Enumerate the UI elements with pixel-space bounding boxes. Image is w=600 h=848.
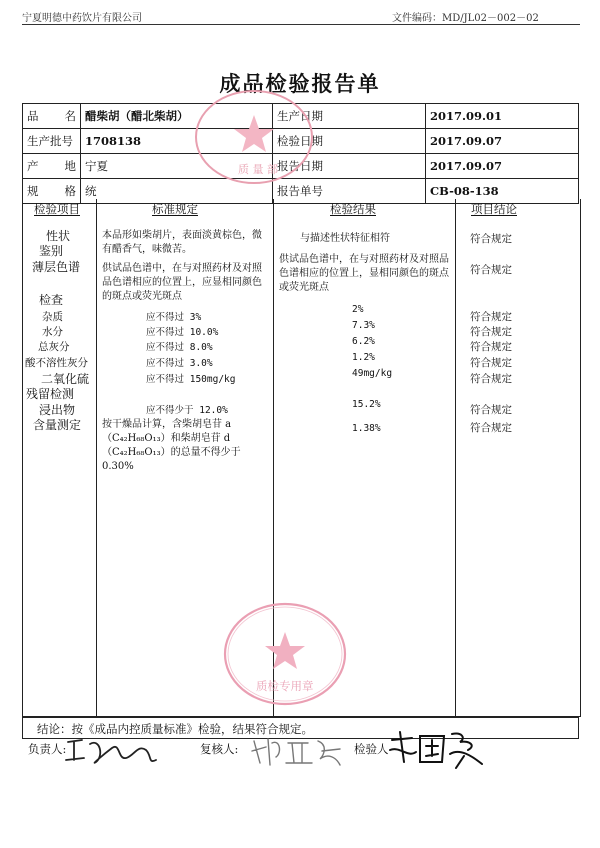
con-ash: 符合规定 [470,341,512,353]
qc-seal-stamp [220,600,350,708]
col-head-result: 检验结果 [330,202,376,216]
origin-value: 宁夏 [81,154,273,179]
std-tlc: 供试品色谱中，在与对照药材及对照品色谱相应的位置上，应显相同颜色的斑点或荧光斑点 [102,263,262,302]
responsible-signature [60,730,180,770]
con-so2: 符合规定 [470,373,512,385]
document-number: 文件编码：MD/JL02－002－02 [392,13,539,24]
spec-label: 规 格 [23,179,81,204]
report-no-label: 报告单号 [273,179,426,204]
item-so2-b: 残留检测 [26,387,75,401]
con-tlc: 符合规定 [470,264,512,276]
std-acid-ash: 应不得过 3.0% [146,358,213,369]
report-date-label: 报告日期 [273,154,426,179]
item-assay: 含量测定 [33,418,82,432]
col-head-standard: 标准规定 [152,202,198,216]
responsible-label: 负责人: [28,742,67,756]
col-divider-3 [455,199,456,717]
col-head-conclusion: 项目结论 [471,202,517,216]
reviewer-label: 复核人: [200,742,239,756]
std-impurity: 应不得过 3% [146,312,202,323]
std-extract: 应不得少于 12.0% [146,405,228,416]
inspector-signature [386,728,506,772]
item-ash: 总灰分 [38,341,70,353]
con-acid-ash: 符合规定 [470,357,512,369]
item-tlc: 薄层色谱 [32,260,81,274]
company-header: 宁夏明德中药饮片有限公司 [22,13,142,24]
batch-value: 1708138 [81,129,273,154]
batch-label: 生产批号 [23,129,81,154]
col-head-item: 检验项目 [34,202,80,216]
inspector-label: 检验人 [354,742,389,756]
report-date-value: 2017.09.07 [426,154,579,179]
res-extract: 15.2% [352,399,381,410]
item-identify: 鉴别 [39,244,64,258]
std-traits: 本品形如柴胡片，表面淡黄棕色，微有醋香气，味微苦。 [102,230,262,255]
res-so2: 49mg/kg [352,368,393,379]
std-ash: 应不得过 8.0% [146,342,213,353]
conclusion-line: 结论：按《成品内控质量标准》检验，结果符合规定。 [22,717,579,739]
item-so2-a: 二氧化硫 [41,372,90,386]
origin-label: 产 地 [23,154,81,179]
res-tlc: 供试品色谱中，在与对照药材及对照品色谱相应的位置上，显相同颜色的斑点或荧光斑点 [279,254,449,293]
res-ash: 6.2% [352,336,375,347]
std-assay: 按干燥品计算，含柴胡皂苷 a（C₄₂H₆₈O₁₃）和柴胡皂苷 d（C₄₂H₆₈O₁₃）的总量不得少于 0.30% [102,419,241,472]
product-label: 品 名 [23,104,81,129]
res-acid-ash: 1.2% [352,352,375,363]
svg-text:质检专用章: 质检专用章 [256,679,314,693]
test-date-value: 2017.09.07 [426,129,579,154]
con-impurity: 符合规定 [470,311,512,323]
res-assay: 1.38% [352,423,381,434]
res-water: 7.3% [352,320,375,331]
res-traits: 与描述性状特征相符 [300,233,390,244]
test-date-label: 检验日期 [273,129,426,154]
product-value: 醋柴胡（醋北柴胡） [81,104,273,129]
header-rule [22,24,580,25]
con-extract: 符合规定 [470,404,512,416]
svg-text:质 量 部: 质 量 部 [238,163,278,176]
quality-dept-stamp [192,87,316,187]
page-title: 成品检验报告单 [219,72,381,96]
con-assay: 符合规定 [470,422,512,434]
std-so2: 应不得过 150mg/kg [146,374,236,385]
prod-date-value: 2017.09.01 [426,104,579,129]
std-water: 应不得过 10.0% [146,327,219,338]
res-impurity: 2% [352,304,364,315]
con-water: 符合规定 [470,326,512,338]
prod-date-label: 生产日期 [273,104,426,129]
col-divider-1 [96,199,97,717]
item-water: 水分 [42,326,63,338]
con-traits: 符合规定 [470,233,512,245]
item-acid-ash: 酸不溶性灰分 [25,357,88,369]
reviewer-signature [248,733,348,771]
item-extract: 浸出物 [39,403,76,417]
spec-value: 统 [81,179,273,204]
item-check: 检查 [39,293,64,307]
item-impurity: 杂质 [42,311,63,323]
item-traits: 性状 [46,229,71,243]
report-no-value: CB-08-138 [426,179,579,204]
